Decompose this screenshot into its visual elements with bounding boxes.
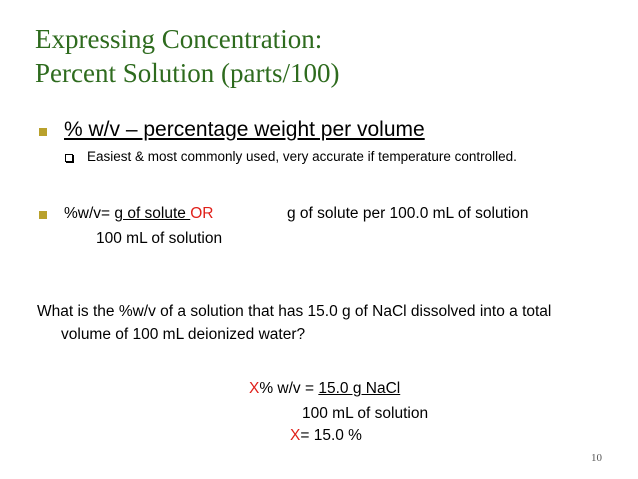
sub-bullet-icon	[65, 154, 73, 162]
formula-line: %w/v= g of solute OR	[64, 205, 214, 222]
bullet-square-icon	[39, 211, 47, 219]
bullet-heading: % w/v – percentage weight per volume	[64, 118, 425, 141]
answer-result: X= 15.0 %	[290, 427, 362, 444]
question-line-1: What is the %w/v of a solution that has 15.0 g of NaCl dissolved into a total	[37, 303, 552, 320]
answer-denominator: 100 mL of solution	[302, 405, 429, 422]
formula-or: OR	[190, 205, 214, 222]
title-line-1: Expressing Concentration:	[35, 24, 323, 54]
formula-numerator: g of solute	[114, 205, 191, 222]
answer-equation: X% w/v = 15.0 g NaCl	[249, 380, 401, 397]
formula-alternative: g of solute per 100.0 mL of solution	[287, 205, 529, 222]
page-number: 10	[591, 452, 602, 464]
title-line-2: Percent Solution (parts/100)	[35, 58, 340, 88]
formula-denominator: 100 mL of solution	[96, 230, 223, 247]
slide-title	[35, 22, 339, 90]
question-line-2: volume of 100 mL deionized water?	[61, 326, 306, 343]
answer-numerator: 15.0 g NaCl	[318, 380, 401, 397]
bullet-square-icon	[39, 128, 47, 136]
sub-bullet-text: Easiest & most commonly used, very accurate if temperature controlled.	[87, 149, 517, 164]
